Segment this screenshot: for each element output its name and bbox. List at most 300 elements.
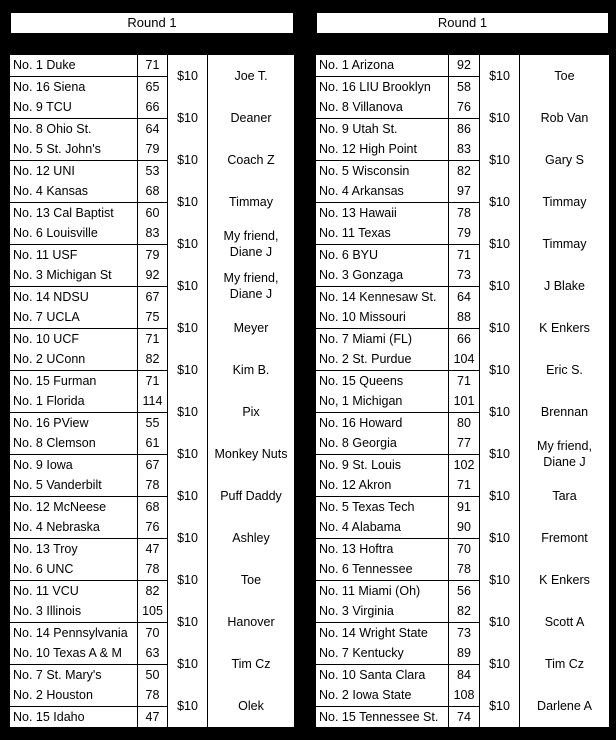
team-score: 82 xyxy=(457,604,471,618)
team-name: No. 7 UCLA xyxy=(10,307,138,328)
team-row xyxy=(10,286,167,307)
game-row xyxy=(316,601,609,643)
team-row xyxy=(316,118,479,139)
team-name: No. 16 PView xyxy=(10,413,138,433)
owner-name: Hanover xyxy=(208,601,294,643)
entry-fee: $10 xyxy=(168,139,208,181)
team-name: No. 7 St. Mary's xyxy=(10,665,138,685)
team-name: No. 2 Houston xyxy=(10,685,138,706)
game-row xyxy=(316,475,609,517)
owner-name: Tim Cz xyxy=(208,643,294,685)
game-row xyxy=(10,559,294,601)
owner-name: K Enkers xyxy=(520,559,609,601)
game-row xyxy=(10,97,294,139)
entry-fee: $10 xyxy=(168,223,208,265)
matchup xyxy=(10,433,168,475)
team-score: 91 xyxy=(457,500,471,514)
team-score: 73 xyxy=(457,268,471,282)
team-score: 71 xyxy=(145,58,160,72)
entry-fee: $10 xyxy=(168,517,208,559)
team-score: 47 xyxy=(145,542,160,556)
team-row xyxy=(10,685,167,706)
entry-fee: $10 xyxy=(480,349,520,391)
team-row xyxy=(10,622,167,643)
team-name: No. 1 Duke xyxy=(10,55,138,76)
team-row xyxy=(10,76,167,97)
team-score: 66 xyxy=(145,100,160,114)
team-name: No. 5 St. John's xyxy=(10,139,138,160)
owner-name: Meyer xyxy=(208,307,294,349)
matchup xyxy=(316,517,480,559)
team-name: No. 1 Arizona xyxy=(316,55,449,76)
team-score: 105 xyxy=(142,604,163,618)
team-row xyxy=(10,181,167,202)
owner-name: Toe xyxy=(520,55,609,97)
team-score: 74 xyxy=(457,710,471,724)
team-row xyxy=(316,244,479,265)
owner-name: Timmay xyxy=(520,223,609,265)
owner-name: My friend, Diane J xyxy=(520,433,609,475)
entry-fee: $10 xyxy=(480,307,520,349)
team-name: No. 13 Cal Baptist xyxy=(10,203,138,223)
team-name: No. 7 Miami (FL) xyxy=(316,329,449,349)
game-row xyxy=(10,181,294,223)
game-row xyxy=(316,349,609,391)
team-row xyxy=(316,538,479,559)
team-name: No. 12 UNI xyxy=(10,161,138,181)
entry-fee: $10 xyxy=(168,349,208,391)
team-score: 55 xyxy=(145,416,160,430)
team-name: No, 1 Michigan xyxy=(316,391,449,412)
entry-fee: $10 xyxy=(168,475,208,517)
team-row xyxy=(10,580,167,601)
matchup xyxy=(10,55,168,97)
matchup xyxy=(316,55,480,97)
matchup xyxy=(316,601,480,643)
team-score: 68 xyxy=(145,500,160,514)
team-row xyxy=(316,76,479,97)
team-row xyxy=(316,706,479,727)
team-row xyxy=(316,622,479,643)
matchup xyxy=(316,349,480,391)
team-score: 67 xyxy=(145,458,160,472)
matchup xyxy=(316,559,480,601)
team-score: 114 xyxy=(142,394,163,408)
team-row xyxy=(316,580,479,601)
team-score: 71 xyxy=(145,332,160,346)
owner-name: Monkey Nuts xyxy=(208,433,294,475)
team-name: No. 2 UConn xyxy=(10,349,138,370)
game-row xyxy=(316,265,609,307)
team-score: 71 xyxy=(457,248,471,262)
team-name: No. 16 Siena xyxy=(10,77,138,97)
game-row xyxy=(10,307,294,349)
team-name: No. 5 Vanderbilt xyxy=(10,475,138,496)
team-name: No. 13 Hawaii xyxy=(316,203,449,223)
team-name: No. 3 Virginia xyxy=(316,601,449,622)
team-score: 76 xyxy=(457,100,471,114)
entry-fee: $10 xyxy=(480,391,520,433)
team-score: 50 xyxy=(145,668,160,682)
team-name: No. 4 Alabama xyxy=(316,517,449,538)
game-row xyxy=(10,265,294,307)
team-name: No. 6 Tennessee xyxy=(316,559,449,580)
team-name: No. 3 Michigan St xyxy=(10,265,138,286)
team-row xyxy=(316,223,479,244)
team-row xyxy=(316,454,479,475)
team-name: No. 8 Clemson xyxy=(10,433,138,454)
owner-name: Coach Z xyxy=(208,139,294,181)
matchup xyxy=(316,139,480,181)
team-row xyxy=(316,307,479,328)
matchup xyxy=(316,265,480,307)
team-name: No. 11 USF xyxy=(10,245,138,265)
team-name: No. 14 Kennesaw St. xyxy=(316,287,449,307)
owner-name: Darlene A xyxy=(520,685,609,727)
game-row xyxy=(316,181,609,223)
team-name: No. 16 LIU Brooklyn xyxy=(316,77,449,97)
team-score: 77 xyxy=(457,436,471,450)
team-name: No. 15 Tennessee St. xyxy=(316,707,449,727)
entry-fee: $10 xyxy=(480,139,520,181)
team-row xyxy=(10,517,167,538)
team-score: 92 xyxy=(145,268,160,282)
matchup xyxy=(316,433,480,475)
team-row xyxy=(316,286,479,307)
team-name: No. 8 Villanova xyxy=(316,97,449,118)
game-row xyxy=(316,223,609,265)
team-score: 82 xyxy=(145,584,160,598)
team-score: 71 xyxy=(457,478,471,492)
entry-fee: $10 xyxy=(168,55,208,97)
team-row xyxy=(10,391,167,412)
matchup xyxy=(10,475,168,517)
game-row xyxy=(316,433,609,475)
owner-name: Tara xyxy=(520,475,609,517)
entry-fee: $10 xyxy=(168,601,208,643)
team-row xyxy=(316,559,479,580)
game-row xyxy=(316,307,609,349)
matchup xyxy=(10,601,168,643)
entry-fee: $10 xyxy=(168,97,208,139)
team-score: 90 xyxy=(457,520,471,534)
team-row xyxy=(10,496,167,517)
owner-name: Joe T. xyxy=(208,55,294,97)
owner-name: Timmay xyxy=(208,181,294,223)
entry-fee: $10 xyxy=(480,433,520,475)
team-row xyxy=(10,244,167,265)
team-score: 65 xyxy=(145,80,160,94)
matchup xyxy=(316,685,480,727)
team-name: No. 4 Nebraska xyxy=(10,517,138,538)
team-row xyxy=(10,538,167,559)
matchup xyxy=(10,391,168,433)
team-name: No. 12 McNeese xyxy=(10,497,138,517)
team-row xyxy=(316,433,479,454)
team-name: No. 10 Missouri xyxy=(316,307,449,328)
entry-fee: $10 xyxy=(480,643,520,685)
owner-name: J Blake xyxy=(520,265,609,307)
team-score: 76 xyxy=(145,520,160,534)
owner-name: Scott A xyxy=(520,601,609,643)
team-name: No. 11 Texas xyxy=(316,223,449,244)
team-row xyxy=(10,139,167,160)
matchup xyxy=(10,139,168,181)
entry-fee: $10 xyxy=(480,685,520,727)
entry-fee: $10 xyxy=(168,391,208,433)
team-name: No. 7 Kentucky xyxy=(316,643,449,664)
matchup xyxy=(316,391,480,433)
team-score: 71 xyxy=(457,374,471,388)
team-score: 84 xyxy=(457,668,471,682)
entry-fee: $10 xyxy=(480,223,520,265)
team-row xyxy=(10,349,167,370)
owner-name: Deaner xyxy=(208,97,294,139)
team-row xyxy=(10,454,167,475)
team-row xyxy=(316,265,479,286)
game-row xyxy=(316,97,609,139)
team-row xyxy=(316,97,479,118)
matchup xyxy=(10,97,168,139)
team-score: 80 xyxy=(457,416,471,430)
owner-name: K Enkers xyxy=(520,307,609,349)
team-row xyxy=(10,601,167,622)
team-score: 56 xyxy=(457,584,471,598)
team-score: 58 xyxy=(457,80,471,94)
team-row xyxy=(10,370,167,391)
team-score: 75 xyxy=(145,310,160,324)
team-row xyxy=(316,139,479,160)
matchup xyxy=(10,685,168,727)
team-score: 86 xyxy=(457,122,471,136)
game-row xyxy=(10,685,294,727)
team-score: 67 xyxy=(145,290,160,304)
team-score: 64 xyxy=(457,290,471,304)
matchup xyxy=(316,475,480,517)
game-row xyxy=(10,433,294,475)
matchup xyxy=(316,181,480,223)
team-score: 83 xyxy=(145,226,160,240)
team-name: No. 12 High Point xyxy=(316,139,449,160)
team-score: 61 xyxy=(145,436,160,450)
team-name: No. 6 BYU xyxy=(316,245,449,265)
team-row xyxy=(316,475,479,496)
team-name: No. 2 Iowa State xyxy=(316,685,449,706)
game-row xyxy=(10,349,294,391)
team-score: 101 xyxy=(453,394,475,408)
team-name: No. 14 NDSU xyxy=(10,287,138,307)
team-name: No. 10 Santa Clara xyxy=(316,665,449,685)
entry-fee: $10 xyxy=(480,181,520,223)
team-row xyxy=(316,55,479,76)
owner-name: Rob Van xyxy=(520,97,609,139)
game-row xyxy=(316,643,609,685)
matchup xyxy=(10,265,168,307)
team-score: 92 xyxy=(457,58,471,72)
team-row xyxy=(10,307,167,328)
team-name: No. 16 Howard xyxy=(316,413,449,433)
entry-fee: $10 xyxy=(480,559,520,601)
team-score: 79 xyxy=(145,142,160,156)
owner-name: Fremont xyxy=(520,517,609,559)
team-name: No. 8 Georgia xyxy=(316,433,449,454)
team-row xyxy=(316,685,479,706)
team-name: No. 12 Akron xyxy=(316,475,449,496)
team-name: No. 2 St. Purdue xyxy=(316,349,449,370)
team-row xyxy=(10,265,167,286)
owner-name: Ashley xyxy=(208,517,294,559)
team-score: 102 xyxy=(453,458,475,472)
team-score: 73 xyxy=(457,626,471,640)
entry-fee: $10 xyxy=(168,181,208,223)
owner-name: Pix xyxy=(208,391,294,433)
owner-name: Kim B. xyxy=(208,349,294,391)
matchup xyxy=(10,181,168,223)
team-score: 70 xyxy=(145,626,160,640)
entry-fee: $10 xyxy=(480,475,520,517)
matchup xyxy=(316,643,480,685)
entry-fee: $10 xyxy=(480,55,520,97)
team-name: No. 5 Wisconsin xyxy=(316,161,449,181)
game-row xyxy=(10,643,294,685)
owner-name: Timmay xyxy=(520,181,609,223)
game-row xyxy=(316,559,609,601)
team-row xyxy=(10,160,167,181)
team-row xyxy=(316,202,479,223)
owner-name: My friend, Diane J xyxy=(208,223,294,265)
team-name: No. 5 Texas Tech xyxy=(316,497,449,517)
team-name: No. 10 Texas A & M xyxy=(10,643,138,664)
team-score: 63 xyxy=(145,646,160,660)
team-name: No. 9 Utah St. xyxy=(316,119,449,139)
team-name: No. 3 Illinois xyxy=(10,601,138,622)
matchup xyxy=(10,307,168,349)
team-row xyxy=(10,475,167,496)
team-score: 79 xyxy=(145,248,160,262)
matchup xyxy=(316,307,480,349)
owner-name: Tim Cz xyxy=(520,643,609,685)
team-row xyxy=(316,601,479,622)
team-name: No. 6 UNC xyxy=(10,559,138,580)
team-row xyxy=(316,664,479,685)
matchup xyxy=(316,97,480,139)
team-score: 68 xyxy=(145,184,160,198)
game-row xyxy=(316,517,609,559)
team-score: 89 xyxy=(457,646,471,660)
owner-name: Brennan xyxy=(520,391,609,433)
team-row xyxy=(316,181,479,202)
owner-name: Toe xyxy=(208,559,294,601)
owner-name: Eric S. xyxy=(520,349,609,391)
team-name: No. 15 Furman xyxy=(10,371,138,391)
team-score: 82 xyxy=(457,164,471,178)
team-score: 82 xyxy=(145,352,160,366)
entry-fee: $10 xyxy=(480,517,520,559)
team-name: No. 4 Arkansas xyxy=(316,181,449,202)
team-name: No. 3 Gonzaga xyxy=(316,265,449,286)
matchup xyxy=(10,643,168,685)
entry-fee: $10 xyxy=(168,433,208,475)
team-score: 83 xyxy=(457,142,471,156)
team-row xyxy=(10,328,167,349)
entry-fee: $10 xyxy=(168,307,208,349)
team-name: No. 9 St. Louis xyxy=(316,455,449,475)
team-score: 78 xyxy=(457,562,471,576)
team-row xyxy=(10,97,167,118)
owner-name: Puff Daddy xyxy=(208,475,294,517)
team-row xyxy=(10,118,167,139)
team-score: 71 xyxy=(145,374,160,388)
team-row xyxy=(316,496,479,517)
team-name: No. 11 VCU xyxy=(10,581,138,601)
team-row xyxy=(316,349,479,370)
team-row xyxy=(10,433,167,454)
team-name: No. 13 Troy xyxy=(10,539,138,559)
game-row xyxy=(316,391,609,433)
team-score: 78 xyxy=(457,206,471,220)
team-score: 97 xyxy=(457,184,471,198)
team-row xyxy=(316,160,479,181)
team-row xyxy=(316,370,479,391)
game-row xyxy=(10,223,294,265)
game-row xyxy=(10,601,294,643)
team-name: No. 15 Idaho xyxy=(10,707,138,727)
team-name: No. 14 Pennsylvania xyxy=(10,623,138,643)
team-name: No. 1 Florida xyxy=(10,391,138,412)
entry-fee: $10 xyxy=(480,265,520,307)
team-row xyxy=(316,412,479,433)
team-name: No. 15 Queens xyxy=(316,371,449,391)
entry-fee: $10 xyxy=(168,559,208,601)
owner-name: Gary S xyxy=(520,139,609,181)
round-header: Round 1 xyxy=(10,12,294,34)
team-row xyxy=(10,664,167,685)
entry-fee: $10 xyxy=(480,97,520,139)
team-row xyxy=(316,643,479,664)
round-header: Round 1 xyxy=(316,12,609,34)
team-row xyxy=(10,559,167,580)
game-row xyxy=(10,517,294,559)
matchup xyxy=(10,559,168,601)
team-name: No. 9 Iowa xyxy=(10,455,138,475)
owner-name: My friend, Diane J xyxy=(208,265,294,307)
team-row xyxy=(316,517,479,538)
team-name: No. 4 Kansas xyxy=(10,181,138,202)
team-name: No. 8 Ohio St. xyxy=(10,119,138,139)
team-row xyxy=(10,412,167,433)
entry-fee: $10 xyxy=(168,685,208,727)
entry-fee: $10 xyxy=(168,643,208,685)
team-row xyxy=(10,55,167,76)
team-row xyxy=(10,223,167,244)
matchup xyxy=(316,223,480,265)
team-score: 78 xyxy=(145,562,160,576)
team-name: No. 14 Wright State xyxy=(316,623,449,643)
game-row xyxy=(316,685,609,727)
team-name: No. 13 Hoftra xyxy=(316,539,449,559)
team-score: 79 xyxy=(457,226,471,240)
game-row xyxy=(10,55,294,97)
team-row xyxy=(316,328,479,349)
team-name: No. 10 UCF xyxy=(10,329,138,349)
team-score: 78 xyxy=(145,688,160,702)
team-name: No. 6 Louisville xyxy=(10,223,138,244)
team-score: 66 xyxy=(457,332,471,346)
team-score: 53 xyxy=(145,164,160,178)
team-score: 78 xyxy=(145,478,160,492)
team-score: 47 xyxy=(145,710,160,724)
game-row xyxy=(10,475,294,517)
